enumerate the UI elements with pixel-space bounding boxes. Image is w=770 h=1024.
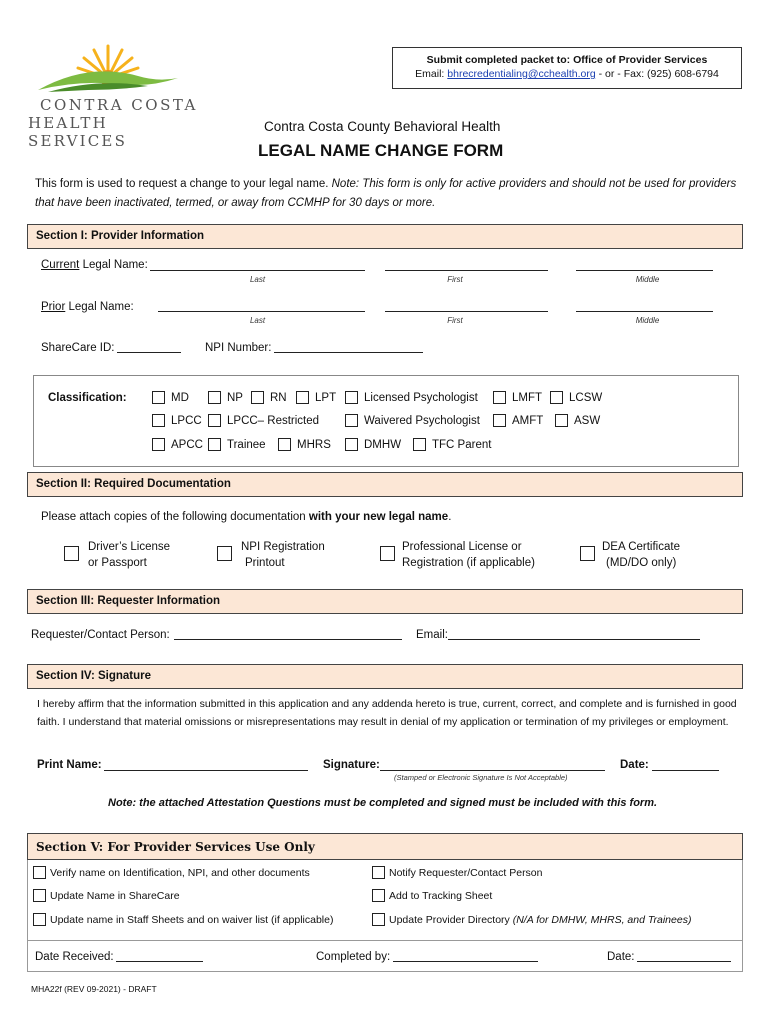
tfc-parent-label: TFC Parent — [432, 439, 492, 451]
lpcc-restricted-checkbox[interactable] — [208, 414, 221, 427]
submit-fax: - or - Fax: (925) 608-6794 — [598, 68, 719, 80]
dea-certificate-label1: DEA Certificate — [602, 541, 680, 553]
professional-license-label1: Professional License or — [402, 541, 522, 553]
apcc-label: APCC — [171, 439, 203, 451]
dea-certificate-label2: (MD/DO only) — [606, 557, 677, 569]
instr-end: . — [448, 511, 452, 523]
form-title: LEGAL NAME CHANGE FORM — [258, 141, 504, 160]
current-label-rest: Legal Name: — [82, 259, 148, 271]
staff-sheets-checkbox[interactable] — [33, 913, 46, 926]
lmft-checkbox[interactable] — [493, 391, 506, 404]
signature-field[interactable] — [380, 770, 605, 771]
prior-first-sub: First — [447, 316, 463, 325]
section1-heading: Section I: Provider Information — [27, 224, 743, 249]
instr-bold: with your new legal name — [308, 511, 449, 523]
dmhw-checkbox[interactable] — [345, 438, 358, 451]
logo-line2: HEALTH SERVICES — [28, 114, 128, 150]
logo-line1: CONTRA COSTA — [40, 96, 198, 114]
prior-last-field[interactable] — [158, 311, 365, 312]
instr-plain: Please attach copies of the following documentation — [41, 511, 306, 523]
verify-label: Verify name on Identification, NPI, and other documents — [50, 867, 310, 879]
lmft-label: LMFT — [512, 392, 543, 404]
completed-by-label: Completed by: — [316, 951, 391, 963]
dea-certificate-checkbox[interactable] — [580, 546, 595, 561]
notify-label: Notify Requester/Contact Person — [389, 867, 543, 879]
npi-label: NPI Number: — [205, 342, 272, 354]
rn-label: RN — [270, 392, 287, 404]
tracking-sheet-checkbox[interactable] — [372, 889, 385, 902]
update-sharecare-label: Update Name in ShareCare — [50, 890, 180, 902]
print-name-field[interactable] — [104, 770, 308, 771]
sign-date-label: Date: — [620, 759, 649, 771]
notify-checkbox[interactable] — [372, 866, 385, 879]
npi-field[interactable] — [274, 352, 423, 353]
current-first-sub: First — [447, 275, 463, 284]
submit-contact — [393, 68, 741, 80]
sharecare-field[interactable] — [117, 352, 181, 353]
update-sharecare-checkbox[interactable] — [33, 889, 46, 902]
current-middle-field[interactable] — [576, 270, 713, 271]
waivered-psychologist-checkbox[interactable] — [345, 414, 358, 427]
prior-middle-field[interactable] — [576, 311, 713, 312]
np-checkbox[interactable] — [208, 391, 221, 404]
provider-directory-text: Update Provider Directory — [389, 914, 510, 926]
trainee-checkbox[interactable] — [208, 438, 221, 451]
prior-first-field[interactable] — [385, 311, 548, 312]
prior-name-label — [41, 301, 134, 313]
section4-heading: Section IV: Signature — [27, 664, 743, 689]
ps-date-field[interactable] — [637, 961, 731, 962]
sharecare-label: ShareCare ID: — [41, 342, 115, 354]
classification-label: Classification: — [48, 392, 127, 404]
prior-label-u: Prior — [41, 301, 66, 313]
intro-text — [35, 175, 740, 213]
current-last-sub: Last — [249, 275, 266, 284]
lpt-label: LPT — [315, 392, 337, 404]
submit-title: Submit completed packet to: Office of Provider Services — [426, 54, 708, 66]
professional-license-label2: Registration (if applicable) — [402, 557, 535, 569]
asw-label: ASW — [574, 415, 601, 427]
current-last-field[interactable] — [150, 270, 365, 271]
drivers-license-checkbox[interactable] — [64, 546, 79, 561]
submit-email-link[interactable]: bhrecredentialing@cchealth.org — [447, 68, 596, 80]
provider-directory-note: (N/A for DMHW, MHRS, and Trainees) — [512, 914, 692, 926]
print-name-label: Print Name: — [37, 759, 102, 771]
requester-email-label: Email: — [416, 629, 448, 641]
prior-label-rest: Legal Name: — [68, 301, 134, 313]
provider-directory-checkbox[interactable] — [372, 913, 385, 926]
date-received-label: Date Received: — [35, 951, 114, 963]
provider-directory-label — [389, 914, 691, 926]
signature-note: (Stamped or Electronic Signature Is Not Acceptable) — [394, 773, 568, 782]
completed-by-field[interactable] — [393, 961, 538, 962]
submit-email-label: Email: — [415, 68, 445, 80]
submit-box — [392, 47, 742, 89]
drivers-license-label2: or Passport — [88, 557, 147, 569]
lcsw-label: LCSW — [569, 392, 603, 404]
npi-registration-label1: NPI Registration — [241, 541, 325, 553]
intro-note: Note: This form is only for active providers and should not be used for providers that have been inactivated, termed, or away from CCMHP for 30 days or more. — [35, 178, 737, 209]
current-first-field[interactable] — [385, 270, 548, 271]
verify-checkbox[interactable] — [33, 866, 46, 879]
section5-footer-divider — [27, 940, 743, 941]
npi-registration-checkbox[interactable] — [217, 546, 232, 561]
amft-checkbox[interactable] — [493, 414, 506, 427]
licensed-psychologist-checkbox[interactable] — [345, 391, 358, 404]
current-name-label — [41, 259, 148, 271]
ps-date-label: Date: — [607, 951, 635, 963]
professional-license-checkbox[interactable] — [380, 546, 395, 561]
trainee-label: Trainee — [227, 439, 266, 451]
lcsw-checkbox[interactable] — [550, 391, 563, 404]
md-label: MD — [171, 392, 189, 404]
lpcc-checkbox[interactable] — [152, 414, 165, 427]
current-middle-sub: Middle — [635, 275, 660, 284]
asw-checkbox[interactable] — [555, 414, 568, 427]
intro-plain: This form is used to request a change to your legal name. — [35, 178, 329, 190]
np-label: NP — [227, 392, 243, 404]
dmhw-label: DMHW — [364, 439, 402, 451]
tracking-sheet-label: Add to Tracking Sheet — [389, 890, 493, 902]
current-label-u: Current — [41, 259, 80, 271]
rn-checkbox[interactable] — [251, 391, 264, 404]
logo-graphic — [28, 40, 198, 95]
md-checkbox[interactable] — [152, 391, 165, 404]
amft-label: AMFT — [512, 415, 544, 427]
requester-field[interactable] — [174, 639, 402, 640]
lpcc-label: LPCC — [171, 415, 202, 427]
mhrs-label: MHRS — [297, 439, 331, 451]
date-received-field[interactable] — [116, 961, 203, 962]
section3-heading: Section III: Requester Information — [27, 589, 743, 614]
drivers-license-label1: Driver’s License — [88, 541, 171, 553]
requester-email-field[interactable] — [448, 639, 700, 640]
section5-heading: Section V: For Provider Services Use Only — [27, 833, 743, 860]
waivered-psychologist-label: Waivered Psychologist — [364, 415, 480, 427]
staff-sheets-label: Update name in Staff Sheets and on waiver list (if applicable) — [50, 914, 334, 926]
npi-registration-label2: Printout — [245, 557, 285, 569]
section2-instructions — [41, 511, 451, 523]
prior-last-sub: Last — [249, 316, 266, 325]
affirmation-text: I hereby affirm that the information submitted in this application and any addenda hereto is true, current, correct, and complete and is furnished in good faith. I understand that material omissions or misrepresentations may result in denial of my application or termination of my privileges or employment. — [37, 698, 737, 728]
attestation-note: Note: the attached Attestation Questions must be completed and signed must be included with this form. — [108, 797, 658, 809]
org-name: Contra Costa County Behavioral Health — [264, 119, 501, 134]
mhrs-checkbox[interactable] — [278, 438, 291, 451]
logo — [28, 40, 198, 150]
licensed-psychologist-label: Licensed Psychologist — [364, 392, 478, 404]
prior-middle-sub: Middle — [635, 316, 660, 325]
sign-date-field[interactable] — [652, 770, 719, 771]
lpt-checkbox[interactable] — [296, 391, 309, 404]
apcc-checkbox[interactable] — [152, 438, 165, 451]
footer-rev: MHA22f (REV 09-2021) - DRAFT — [31, 984, 157, 994]
signature-label: Signature: — [323, 759, 380, 771]
tfc-parent-checkbox[interactable] — [413, 438, 426, 451]
requester-label: Requester/Contact Person: — [31, 629, 170, 641]
lpcc-restricted-label: LPCC– Restricted — [227, 415, 320, 427]
section2-heading: Section II: Required Documentation — [27, 472, 743, 497]
